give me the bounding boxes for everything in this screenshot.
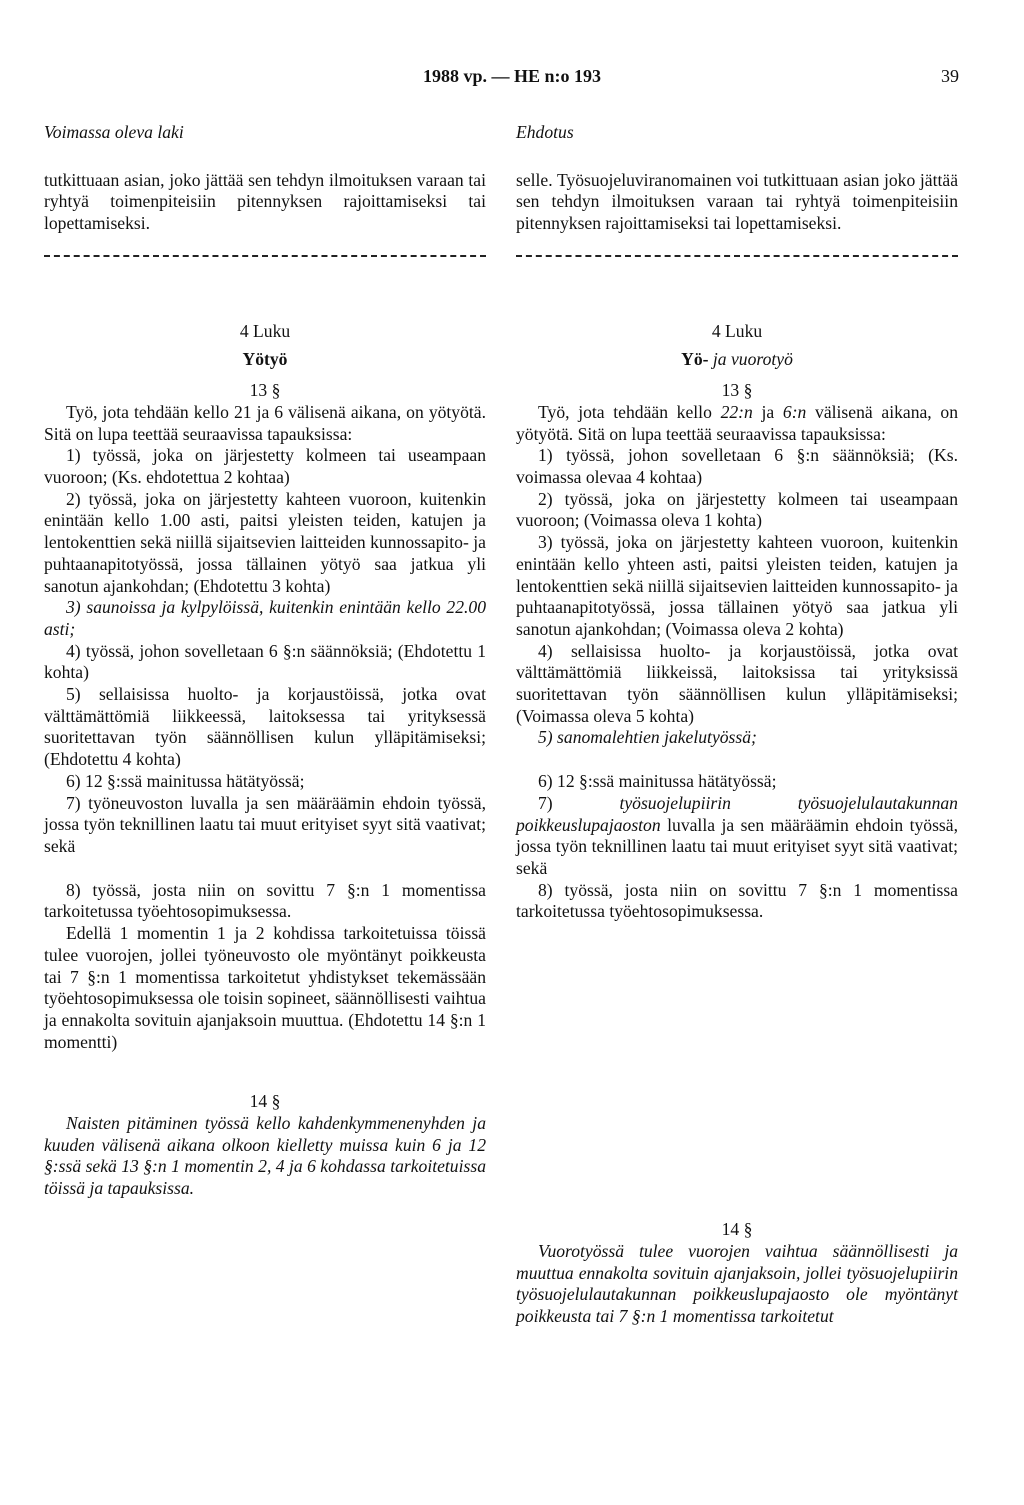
- list-item-3: 3) saunoissa ja kylpylöissä, kuitenkin enintään kello 22.00 asti;: [44, 597, 486, 639]
- list-item-8: 8) työssä, josta niin on sovittu 7 §:n 1 momentissa tarkoitetussa työehtosopimuksessa.: [44, 879, 486, 922]
- section-13-mark: 13 §: [249, 380, 281, 401]
- page-number: 39: [941, 66, 959, 86]
- list-item-2: 2) työssä, joka on järjestetty kolmeen tai useampaan vuoroon; (Voimassa oleva 1 kohta): [516, 488, 958, 531]
- section-13-mark: 13 §: [721, 380, 753, 401]
- list-item-7: 7) työneuvoston luvalla ja sen määräämin ehdoin työssä, jossa työn teknillinen laatu tai muut erityiset syyt sitä vaativat; sekä: [44, 792, 486, 856]
- list-item-1: 1) työssä, johon sovelletaan 6 §:n säännöksiä; (Ks. voimassa olevaa 4 kohtaa): [516, 445, 958, 488]
- list-item-2: 2) työssä, joka on järjestetty kahteen vuoroon, kuitenkin enintään kello 1.00 asti, paitsi yleisten teiden, katujen ja lentokenttien sekä niillä sijaitsevien laitteiden kunnossapito- ja puhtaanapitotyössä, jossa tällainen yötyö saa jatkua yli sanotun ajankohdan; (Ehdotettu 3 kohta): [44, 488, 486, 596]
- spacer: [516, 749, 958, 771]
- item-7-part: luvalla ja sen määräämin ehdoin työssä, jossa työn teknillinen laatu tai muut erityiset syyt sitä vaativat; sekä: [516, 814, 958, 878]
- item-7-part-changed: työsuojelupiirin työsuojelulautakunnan poikkeuslupajaoston: [516, 792, 958, 835]
- list-item-5: 5) sanomalehtien jakelutyössä;: [538, 727, 757, 748]
- column-proposal: [516, 122, 958, 1328]
- lead-part: ja: [752, 401, 783, 422]
- section-14-text: Naisten pitäminen työssä kello kahdenkymmenenyhden ja kuuden välisenä aikana olkoon kielletty muissa kuin 6 ja 12 §:ssä sekä 13 §:n 1 momentin 2, 4 ja 6 kohdassa tarkoitetuissa töissä ja tapauksissa.: [44, 1113, 486, 1199]
- spacer: [516, 257, 958, 321]
- intro-paragraph: tutkittuaan asian, joko jättää sen tehdyn ilmoituksen varaan tai ryhtyä toimenpiteisiin pitennyksen rajoittamiseksi tai lopettamiseksi.: [44, 169, 486, 234]
- list-item-8: 8) työssä, josta niin on sovittu 7 §:n 1 momentissa tarkoitetussa työehtosopimuksessa.: [516, 879, 958, 922]
- section-13-paragraph-2: Edellä 1 momentin 1 ja 2 kohdissa tarkoitetuissa töissä tulee vuorojen, jollei työneuvosto ole myöntänyt poikkeusta tai 7 §:n 1 momentissa tarkoitetut yhdistykset tekemässään työehtosopimuksessa ole toisin sopineet, säännöllisesti vaihtua ja ennakolta sovituin ajanjaksoin muuttua. (Ehdotettu 14 §:n 1 momentti): [44, 923, 486, 1052]
- section-13-lead: [516, 402, 958, 445]
- section-14-text: Vuorotyössä tulee vuorojen vaihtua säännöllisesti ja muuttua ennakolta sovituin ajanjaksoin, jollei työsuojelupiirin työsuojelulautakunnan poikkeuslupajaosto ole myöntänyt poikkeusta tai 7 §:n 1 momentissa tarkoitetut: [516, 1240, 958, 1326]
- chapter-title-italic: ja vuorotyö: [712, 348, 793, 369]
- list-item-1: 1) työssä, joka on järjestetty kolmeen tai useampaan vuoroon; (Ks. ehdotettua 2 kohtaa): [44, 445, 486, 488]
- list-item-4: 4) työssä, johon sovelletaan 6 §:n säännöksiä; (Ehdotettu 1 kohta): [44, 640, 486, 683]
- omission-line: [516, 239, 958, 257]
- spacer: [44, 858, 486, 880]
- chapter-title-bold: Yö-: [681, 348, 709, 369]
- list-item-3: 3) työssä, joka on järjestetty kahteen vuoroon, kuitenkin enintään kello yhteen asti, paitsi yleisten teiden, katujen ja lentokenttien sekä niillä sijaitsevien laitteiden kunnossapito- ja puhtaanapitotyössä, jossa tällainen yötyö saa jatkua yli sanotun ajankohdan; (Voimassa oleva 2 kohta): [516, 532, 958, 639]
- column-heading-proposal: Ehdotus: [516, 122, 574, 142]
- page-header: [0, 66, 1024, 90]
- chapter-number: 4 Luku: [239, 320, 291, 341]
- list-item-6: 6) 12 §:ssä mainitussa hätätyössä;: [538, 771, 777, 792]
- column-current-law: [44, 122, 486, 1200]
- list-item-5: 5) sellaisissa huolto- ja korjaustöissä, jotka ovat välttämättömiä liikkeessä, laitoksessa tai yrityksessä suoritettavan työn säännöllisen kulun ylläpitämiseksi; (Ehdotettu 4 kohta): [44, 684, 486, 770]
- chapter-title: Yötyö: [242, 348, 288, 369]
- spacer: [44, 257, 486, 321]
- spacer: [44, 1053, 486, 1091]
- list-item-6: 6) 12 §:ssä mainitussa hätätyössä;: [66, 770, 305, 791]
- lead-part-changed: 22:n: [720, 401, 753, 422]
- list-item-7: [516, 793, 958, 880]
- page-header-title: 1988 vp. — HE n:o 193: [422, 66, 602, 86]
- list-item-4: 4) sellaisissa huolto- ja korjaustöissä, jotka ovat välttämättömiä liikkeissä, laitoksissa tai yrityksissä suoritettavan työn säännöllisen kulun ylläpitämiseksi; (Voimassa oleva 5 kohta): [516, 640, 958, 726]
- column-heading-current-law: Voimassa oleva laki: [44, 122, 184, 142]
- section-14-mark: 14 §: [249, 1091, 281, 1112]
- section-14-mark: 14 §: [721, 1219, 753, 1240]
- lead-part-changed: 6:n: [782, 401, 807, 422]
- lead-part: välisenä aikana, on yötyötä. Sitä on lupa teettää seuraavissa tapauksissa:: [516, 401, 958, 444]
- omission-line: [44, 239, 486, 257]
- lead-part: Työ, jota tehdään kello: [538, 401, 721, 422]
- item-7-part: 7): [538, 792, 620, 813]
- section-13-lead: Työ, jota tehdään kello 21 ja 6 välisenä aikana, on yötyötä. Sitä on lupa teettää seuraavissa tapauksissa:: [44, 401, 486, 444]
- intro-paragraph: selle. Työsuojeluviranomainen voi tutkittuaan asian joko jättää sen tehdyn ilmoituksen varaan tai ryhtyä toimenpiteisiin pitennyksen rajoittamiseksi tai lopettamiseksi.: [516, 169, 958, 234]
- chapter-number: 4 Luku: [711, 320, 763, 341]
- spacer: [516, 923, 958, 1219]
- chapter-title: [516, 349, 958, 371]
